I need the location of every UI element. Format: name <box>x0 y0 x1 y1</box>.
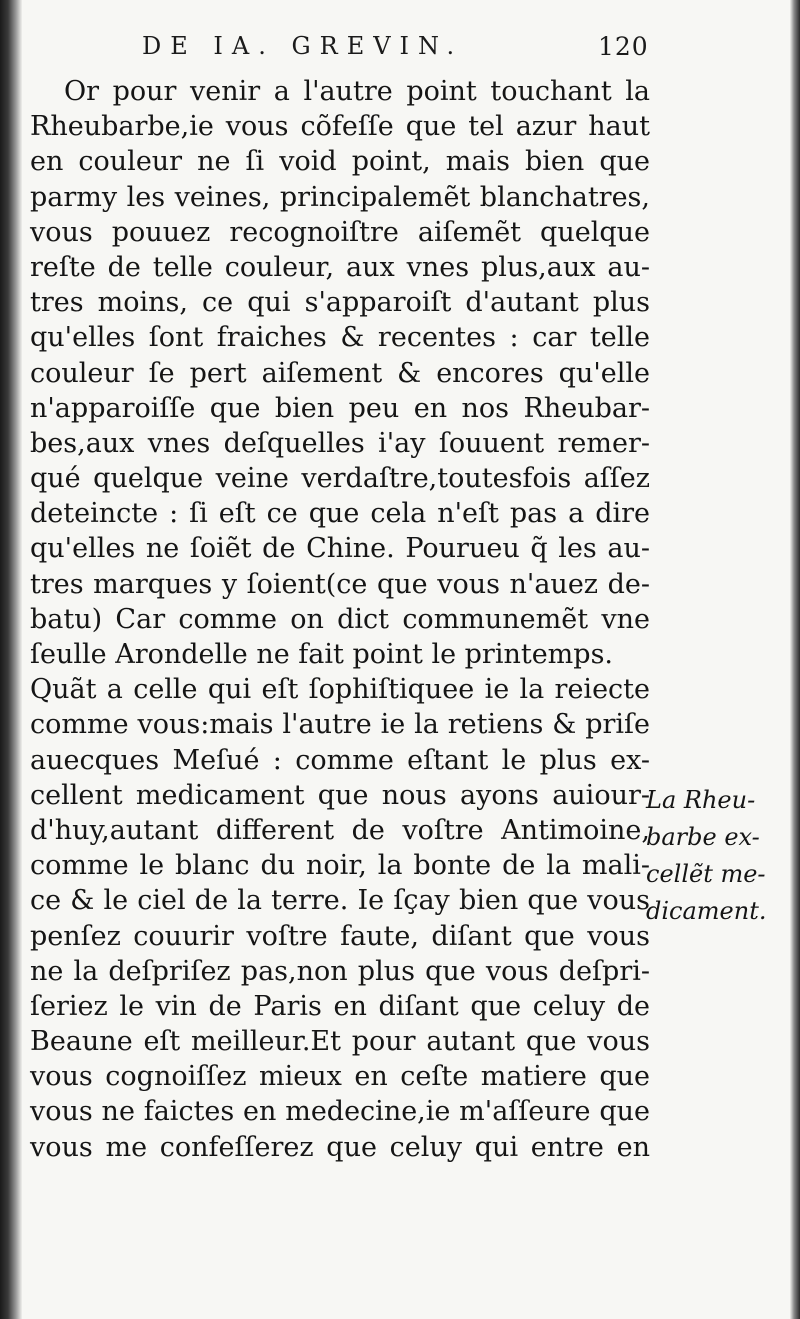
text-line: n'apparoiſſe que bien peu en nos Rheubar- <box>30 392 650 424</box>
text-line: ce & le ciel de la terre. Ie ſçay bien que vous <box>30 885 650 917</box>
text-line: auecques Meſué : comme eſtant le plus ex- <box>30 744 650 776</box>
marginal-note-line: cellẽt me- <box>646 860 766 888</box>
text-line: reſte de telle couleur, aux vnes plus,aux au- <box>30 251 650 283</box>
text-line: en couleur ne ſi void point, mais bien que <box>30 146 650 178</box>
text-line: vous pouuez recognoiſtre aiſemẽt quelque <box>30 216 650 248</box>
text-line: Beaune eſt meilleur.Et pour autant que vous <box>30 1026 650 1058</box>
text-line: Or pour venir a l'autre point touchant la <box>64 76 650 107</box>
text-line: batu) Car comme on dict communemẽt vne <box>30 603 650 635</box>
text-line: ne la deſpriſez pas,non plus que vous deſpri- <box>30 955 650 987</box>
page-number: 120 <box>598 32 649 61</box>
marginal-note-line: La Rheu- <box>646 786 756 814</box>
running-head: DE IA. GREVIN. <box>142 32 464 60</box>
text-line: couleur ſe pert aiſement & encores qu'elle <box>30 357 650 389</box>
text-line: deteincte : ſi eſt ce que cela n'eſt pas a dire <box>30 498 650 530</box>
text-line: qu'elles ne ſoiẽt de Chine. Pourueu q̃ les au- <box>30 533 650 565</box>
text-line: penſez couurir voſtre faute, diſant que vous <box>30 920 650 952</box>
binding-gutter <box>0 0 22 1319</box>
text-line: parmy les veines, principalemẽt blanchatres, <box>30 181 650 213</box>
page-header <box>0 28 800 68</box>
text-line: comme vous:mais l'autre ie la retiens & priſe <box>30 709 650 741</box>
text-line: d'huy,autant different de voſtre Antimoine, <box>30 814 650 846</box>
text-line: bes,aux vnes deſquelles i'ay ſouuent remer- <box>30 427 650 459</box>
text-line: tres marques y ſoient(ce que vous n'auez de- <box>30 568 650 600</box>
text-line: qué quelque veine verdaſtre,toutesfois aſſez <box>30 463 650 495</box>
text-line: vous me confeſſerez que celuy qui entre en <box>30 1131 650 1163</box>
text-line: ſeriez le vin de Paris en diſant que celuy de <box>30 990 650 1022</box>
text-line: qu'elles ſont fraiches & recentes : car telle <box>30 322 650 354</box>
marginal-note-line: dicament. <box>646 897 767 925</box>
text-line: comme le blanc du noir, la bonte de la mali- <box>30 850 650 882</box>
text-line: Quãt a celle qui eſt ſophiſtiquee ie la reiecte <box>30 674 650 706</box>
text-line: vous cognoiſſez mieux en ceſte matiere que <box>30 1061 650 1093</box>
body-text <box>30 74 650 1165</box>
text-line: vous ne faictes en medecine,ie m'aſſeure que <box>30 1096 650 1128</box>
page-edge-shadow <box>790 0 800 1319</box>
text-line: ſeulle Arondelle ne fait point le printemps. <box>30 639 614 670</box>
marginal-note <box>646 782 796 930</box>
text-line: cellent medicament que nous ayons auiour- <box>30 779 650 811</box>
marginal-note-line: barbe ex- <box>646 823 760 851</box>
text-line: Rheubarbe,ie vous cõfeſſe que tel azur haut <box>30 111 650 143</box>
text-line: tres moins, ce qui s'apparoiſt d'autant plus <box>30 287 650 319</box>
